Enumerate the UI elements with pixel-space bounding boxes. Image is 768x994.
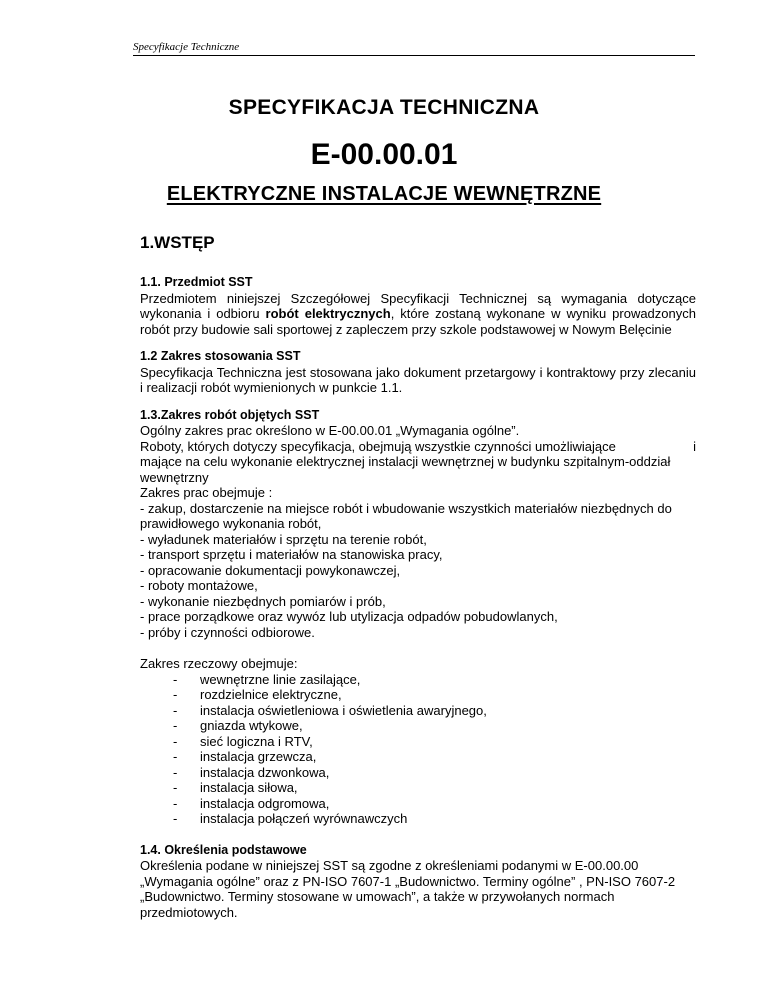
list-item — [140, 796, 696, 812]
list-item — [140, 734, 696, 750]
text-line: przedmiotowych. — [140, 904, 238, 920]
text-line: Ogólny zakres prac określono w E-00.00.01 „Wymagania ogólne”. — [140, 423, 520, 438]
text-span: Przedmiotem niniejszej Szczegółowej Specyfikacji Technicznej są wymagania dotyczące wykonania i odbioru — [140, 290, 696, 321]
dash-bullet: - — [173, 687, 178, 702]
list-item: - próby i czynności odbiorowe. — [140, 624, 315, 640]
list-item — [140, 811, 696, 827]
dash-bullet: - — [173, 733, 178, 749]
text-line — [140, 439, 696, 455]
list-item-text: wewnętrzne linie zasilające, — [200, 671, 361, 687]
subsection-text-1-2: Specyfikacja Techniczna jest stosowana jako dokument przetargowy i kontraktowy przy zlecaniu i realizacji robót wymienionych w punkcie 1.1. — [140, 364, 696, 395]
list-item — [140, 780, 696, 796]
list-item: - wyładunek materiałów i sprzętu na terenie robót, — [140, 531, 427, 547]
dash-bullet: - — [173, 811, 178, 826]
dash-bullet: - — [173, 702, 178, 718]
text-span: , które zostaną wykonane w wyniku prowadzonych robót przy budowie sali sportowej z zapleczem przy szkole podstawowej w Nowym Belęcinie — [140, 306, 696, 337]
dash-bullet: - — [173, 795, 178, 811]
list-item — [140, 672, 696, 688]
header-rule — [133, 55, 695, 56]
list-item: - prace porządkowe oraz wywóz lub utylizacja odpadów pobudowlanych, — [140, 609, 558, 624]
list-item: - wykonanie niezbędnych pomiarów i prób, — [140, 593, 386, 609]
list-item-text: instalacja odgromowa, — [200, 795, 330, 811]
list-item — [140, 749, 696, 765]
list-item: - zakup, dostarczenie na miejsce robót i wbudowanie wszystkich materiałów niezbędnych do prawidłowego wykonania robót, — [140, 500, 672, 531]
works-list — [140, 501, 696, 641]
text-line: „Budownictwo. Terminy stosowane w umowach”, a także w przywołanych normach — [140, 889, 615, 904]
text-line: Zakres rzeczowy obejmuje: — [140, 656, 298, 671]
text-line: „Wymagania ogólne” oraz z PN-ISO 7607-1 „Budownictwo. Terminy ogólne” , PN-ISO 7607-2 — [140, 873, 676, 889]
dash-bullet: - — [173, 718, 178, 733]
text-line: wewnętrzny — [140, 469, 209, 485]
specification-code: E-00.00.01 — [310, 138, 458, 171]
text-line: Określenia podane w niniejszej SST są zgodne z określeniami podanymi w E-00.00.00 — [140, 858, 639, 873]
list-item — [140, 765, 696, 781]
list-item: - opracowanie dokumentacji powykonawczej, — [140, 562, 401, 578]
text-span: i — [693, 438, 696, 454]
bold-term: robót elektrycznych — [265, 306, 391, 321]
scope-list — [140, 672, 696, 827]
list-item-text: instalacja oświetleniowa i oświetlenia awaryjnego, — [200, 702, 487, 718]
list-item-text: instalacja połączeń wyrównawczych — [200, 811, 408, 826]
list-item-text: sieć logiczna i RTV, — [200, 733, 313, 749]
document-title: SPECYFIKACJA TECHNICZNA — [228, 96, 540, 119]
subsection-heading-1-4: 1.4. Określenia podstawowe — [140, 842, 307, 857]
list-item-text: instalacja siłowa, — [200, 780, 298, 795]
dash-bullet: - — [173, 671, 178, 687]
list-item-text: instalacja grzewcza, — [200, 749, 317, 764]
subsection-heading-1-3: 1.3.Zakres robót objętych SST — [140, 407, 320, 422]
list-item — [140, 703, 696, 719]
running-header: Specyfikacje Techniczne — [133, 41, 240, 53]
list-item — [140, 718, 696, 734]
dash-bullet: - — [173, 764, 178, 780]
text-span: Roboty, których dotyczy specyfikacja, obejmują wszystkie czynności umożliwiające — [140, 438, 616, 454]
section-heading-introduction: 1.WSTĘP — [140, 233, 215, 252]
subsection-text-1-1 — [140, 291, 696, 338]
text-line: Zakres prac obejmuje : — [140, 485, 273, 500]
document-body — [140, 275, 696, 920]
list-item-text: instalacja dzwonkowa, — [200, 764, 330, 780]
specification-subject: ELEKTRYCZNE INSTALACJE WEWNĘTRZNE — [166, 183, 602, 205]
list-item: - roboty montażowe, — [140, 578, 258, 593]
subsection-heading-1-1: 1.1. Przedmiot SST — [140, 275, 253, 289]
dash-bullet: - — [173, 780, 178, 795]
text-line: mające na celu wykonanie elektrycznej instalacji wewnętrznej w budynku szpitalnym-oddział — [140, 454, 671, 469]
list-item — [140, 687, 696, 703]
dash-bullet: - — [173, 749, 178, 764]
subsection-heading-1-2: 1.2 Zakres stosowania SST — [140, 349, 301, 363]
list-item: - transport sprzętu i materiałów na stanowiska pracy, — [140, 547, 443, 562]
list-item-text: rozdzielnice elektryczne, — [200, 687, 342, 702]
list-item-text: gniazda wtykowe, — [200, 718, 303, 733]
